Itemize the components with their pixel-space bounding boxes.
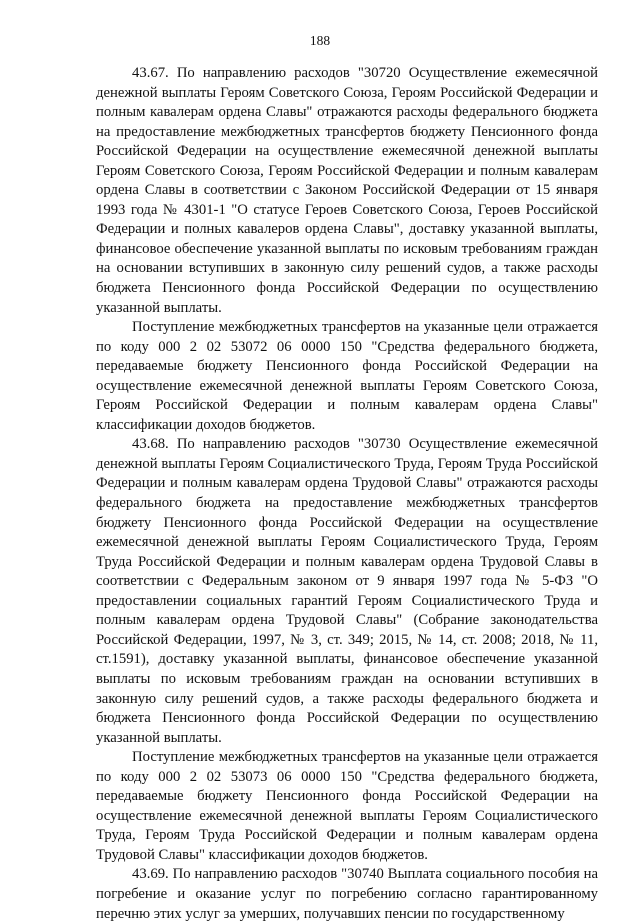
paragraph-43-68-revenue-code: Поступление межбюджетных трансфертов на указанные цели отражается по коду 000 2 02 53073 06 0000 150 "Средства федерального бюджета, передаваемые бюджету Пенсионного фонда Российской Федерации на осуществление ежемесячной денежной выплаты Героям Социалистического Труда, Героям Труда Российской Федерации и полным кавалерам ордена Трудовой Славы" классификации доходов бюджетов. xyxy=(96,749,598,863)
paragraph-43-67: 43.67. По направлению расходов "30720 Осуществление ежемесячной денежной выплаты Героям Советского Союза, Героям Российской Федерации и полным кавалерам ордена Славы" отражаются расходы федерального бюджета на предоставление межбюджетных трансфертов бюджету Пенсионного фонда Российской Федерации на осуществление ежемесячной денежной выплаты Героям Советского Союза, Героям Российской Федерации и полным кавалерам ордена Славы в соответствии с Законом Российской Федерации от 15 января 1993 года № 4301-1 "О статусе Героев Советского Союза, Героев Российской Федерации и полных кавалеров ордена Славы", доставку указанной выплаты, финансовое обеспечение указанной выплаты по исковым требованиям граждан на основании вступивших в законную силу решений судов, а также расходы бюджета Пенсионного фонда Российской Федерации по осуществлению указанной выплаты. xyxy=(96,65,598,316)
paragraph-43-68: 43.68. По направлению расходов "30730 Осуществление ежемесячной денежной выплаты Героям Социалистического Труда, Героям Труда Российской Федерации и полным кавалерам ордена Трудовой Славы" отражаются расходы федерального бюджета на предоставление межбюджетных трансфертов бюджету Пенсионного фонда Российской Федерации на осуществление ежемесячной денежной выплаты Героям Социалистического Труда, Героям Труда Российской Федерации и полным кавалерам ордена Трудовой Славы в соответствии с Федеральным законом от 9 января 1997 года № 5-ФЗ "О предоставлении социальных гарантий Героям Социалистического Труда и полным кавалерам ордена Трудовой Славы" (Собрание законодательства Российской Федерации, 1997, № 3, ст. 349; 2015, № 14, ст. 2008; 2018, № 11, ст.1591), доставку указанной выплаты, финансовое обеспечение указанной выплаты по исковым требованиям граждан на основании вступивших в законную силу решений судов, а также расходы федерального бюджета и бюджета Пенсионного фонда Российской Федерации по осуществлению указанной выплаты. xyxy=(96,436,598,746)
paragraph-43-69: 43.69. По направлению расходов "30740 Выплата социального пособия на погребение и оказание услуг по погребению согласно гарантированному перечню этих услуг за умерших, получавших пенсии по государственному xyxy=(96,866,598,922)
document-body xyxy=(96,64,598,924)
page-number: 188 xyxy=(309,33,331,48)
paragraph-43-67-revenue-code: Поступление межбюджетных трансфертов на указанные цели отражается по коду 000 2 02 53072 06 0000 150 "Средства федерального бюджета, передаваемые бюджету Пенсионного фонда Российской Федерации на осуществление ежемесячной денежной выплаты Героям Советского Союза, Героям Российской Федерации и полным кавалерам ордена Славы" классификации доходов бюджетов. xyxy=(96,319,598,433)
